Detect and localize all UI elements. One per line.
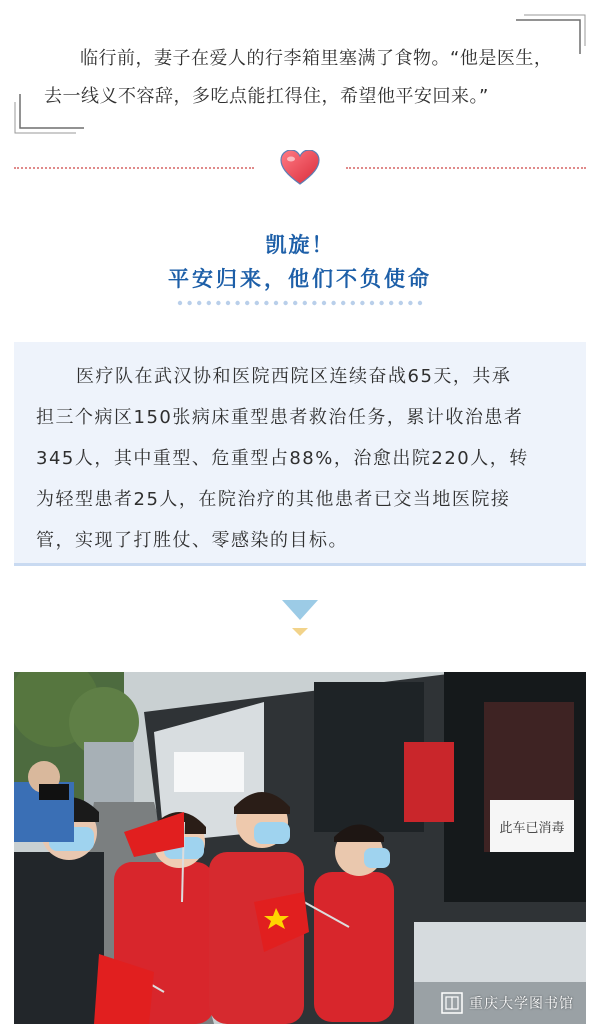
watermark-text: 重庆大学图书馆 [469, 996, 574, 1012]
heading-dot [341, 301, 345, 305]
divider-dotted-line [14, 167, 254, 169]
corner-bracket-bottom-left [14, 94, 84, 134]
heading-dot [360, 301, 364, 305]
info-box [14, 342, 586, 566]
heading-dot [216, 301, 220, 305]
quote-line: 去一线义不容辞，多吃点能扛得住，希望他平安回来。” [44, 86, 489, 107]
heading-dot [322, 301, 326, 305]
heading-dot [312, 301, 316, 305]
heading-dot [370, 301, 374, 305]
divider-dotted-line [346, 167, 586, 169]
heading-dot [178, 301, 182, 305]
info-text [36, 356, 566, 561]
heading-dot [187, 301, 191, 305]
heading-dot [418, 301, 422, 305]
heart-icon [280, 150, 320, 186]
heart-divider [14, 148, 586, 188]
heading-dot [399, 301, 403, 305]
quote-block [14, 14, 586, 134]
section-heading [0, 228, 600, 296]
double-chevron-down-icon [282, 598, 318, 640]
heading-dot [283, 301, 287, 305]
info-line: 管，实现了打胜仗、零感染的目标。 [36, 530, 348, 551]
heading-dot [274, 301, 278, 305]
heading-dot-underline [175, 299, 425, 307]
heading-dot [235, 301, 239, 305]
heading-line-2: 平安归来，他们不负使命 [168, 267, 432, 291]
heading-dot [331, 301, 335, 305]
heading-line-1: 凯旋！ [265, 233, 335, 257]
bus-sign-text: 此车已消毒 [499, 821, 565, 836]
heading-dot [255, 301, 259, 305]
photo-medical-team-boarding-bus [14, 672, 586, 1024]
info-line: 担三个病区150张病床重型患者救治任务，累计收治患者 [36, 407, 524, 428]
library-logo-icon [441, 992, 463, 1014]
heading-dot [264, 301, 268, 305]
watermark [441, 992, 574, 1014]
heading-dot [303, 301, 307, 305]
heading-dot [207, 301, 211, 305]
info-line: 345人，其中重型、危重型占88%，治愈出院220人，转 [36, 448, 529, 469]
heading-dot [408, 301, 412, 305]
quote-line: 临行前，妻子在爱人的行李箱里塞满了食物。“他是医生， [80, 48, 553, 69]
heading-dot [245, 301, 249, 305]
heading-dot [389, 301, 393, 305]
info-line: 为轻型患者25人，在院治疗的其他患者已交当地医院接 [36, 489, 511, 510]
info-line: 医疗队在武汉协和医院西院区连续奋战65天，共承 [76, 366, 512, 387]
heading-dot [379, 301, 383, 305]
photo-illustration [14, 672, 586, 1024]
heading-dot [197, 301, 201, 305]
heading-dot [226, 301, 230, 305]
heading-dot [351, 301, 355, 305]
quote-text [44, 40, 564, 116]
heading-dot [293, 301, 297, 305]
